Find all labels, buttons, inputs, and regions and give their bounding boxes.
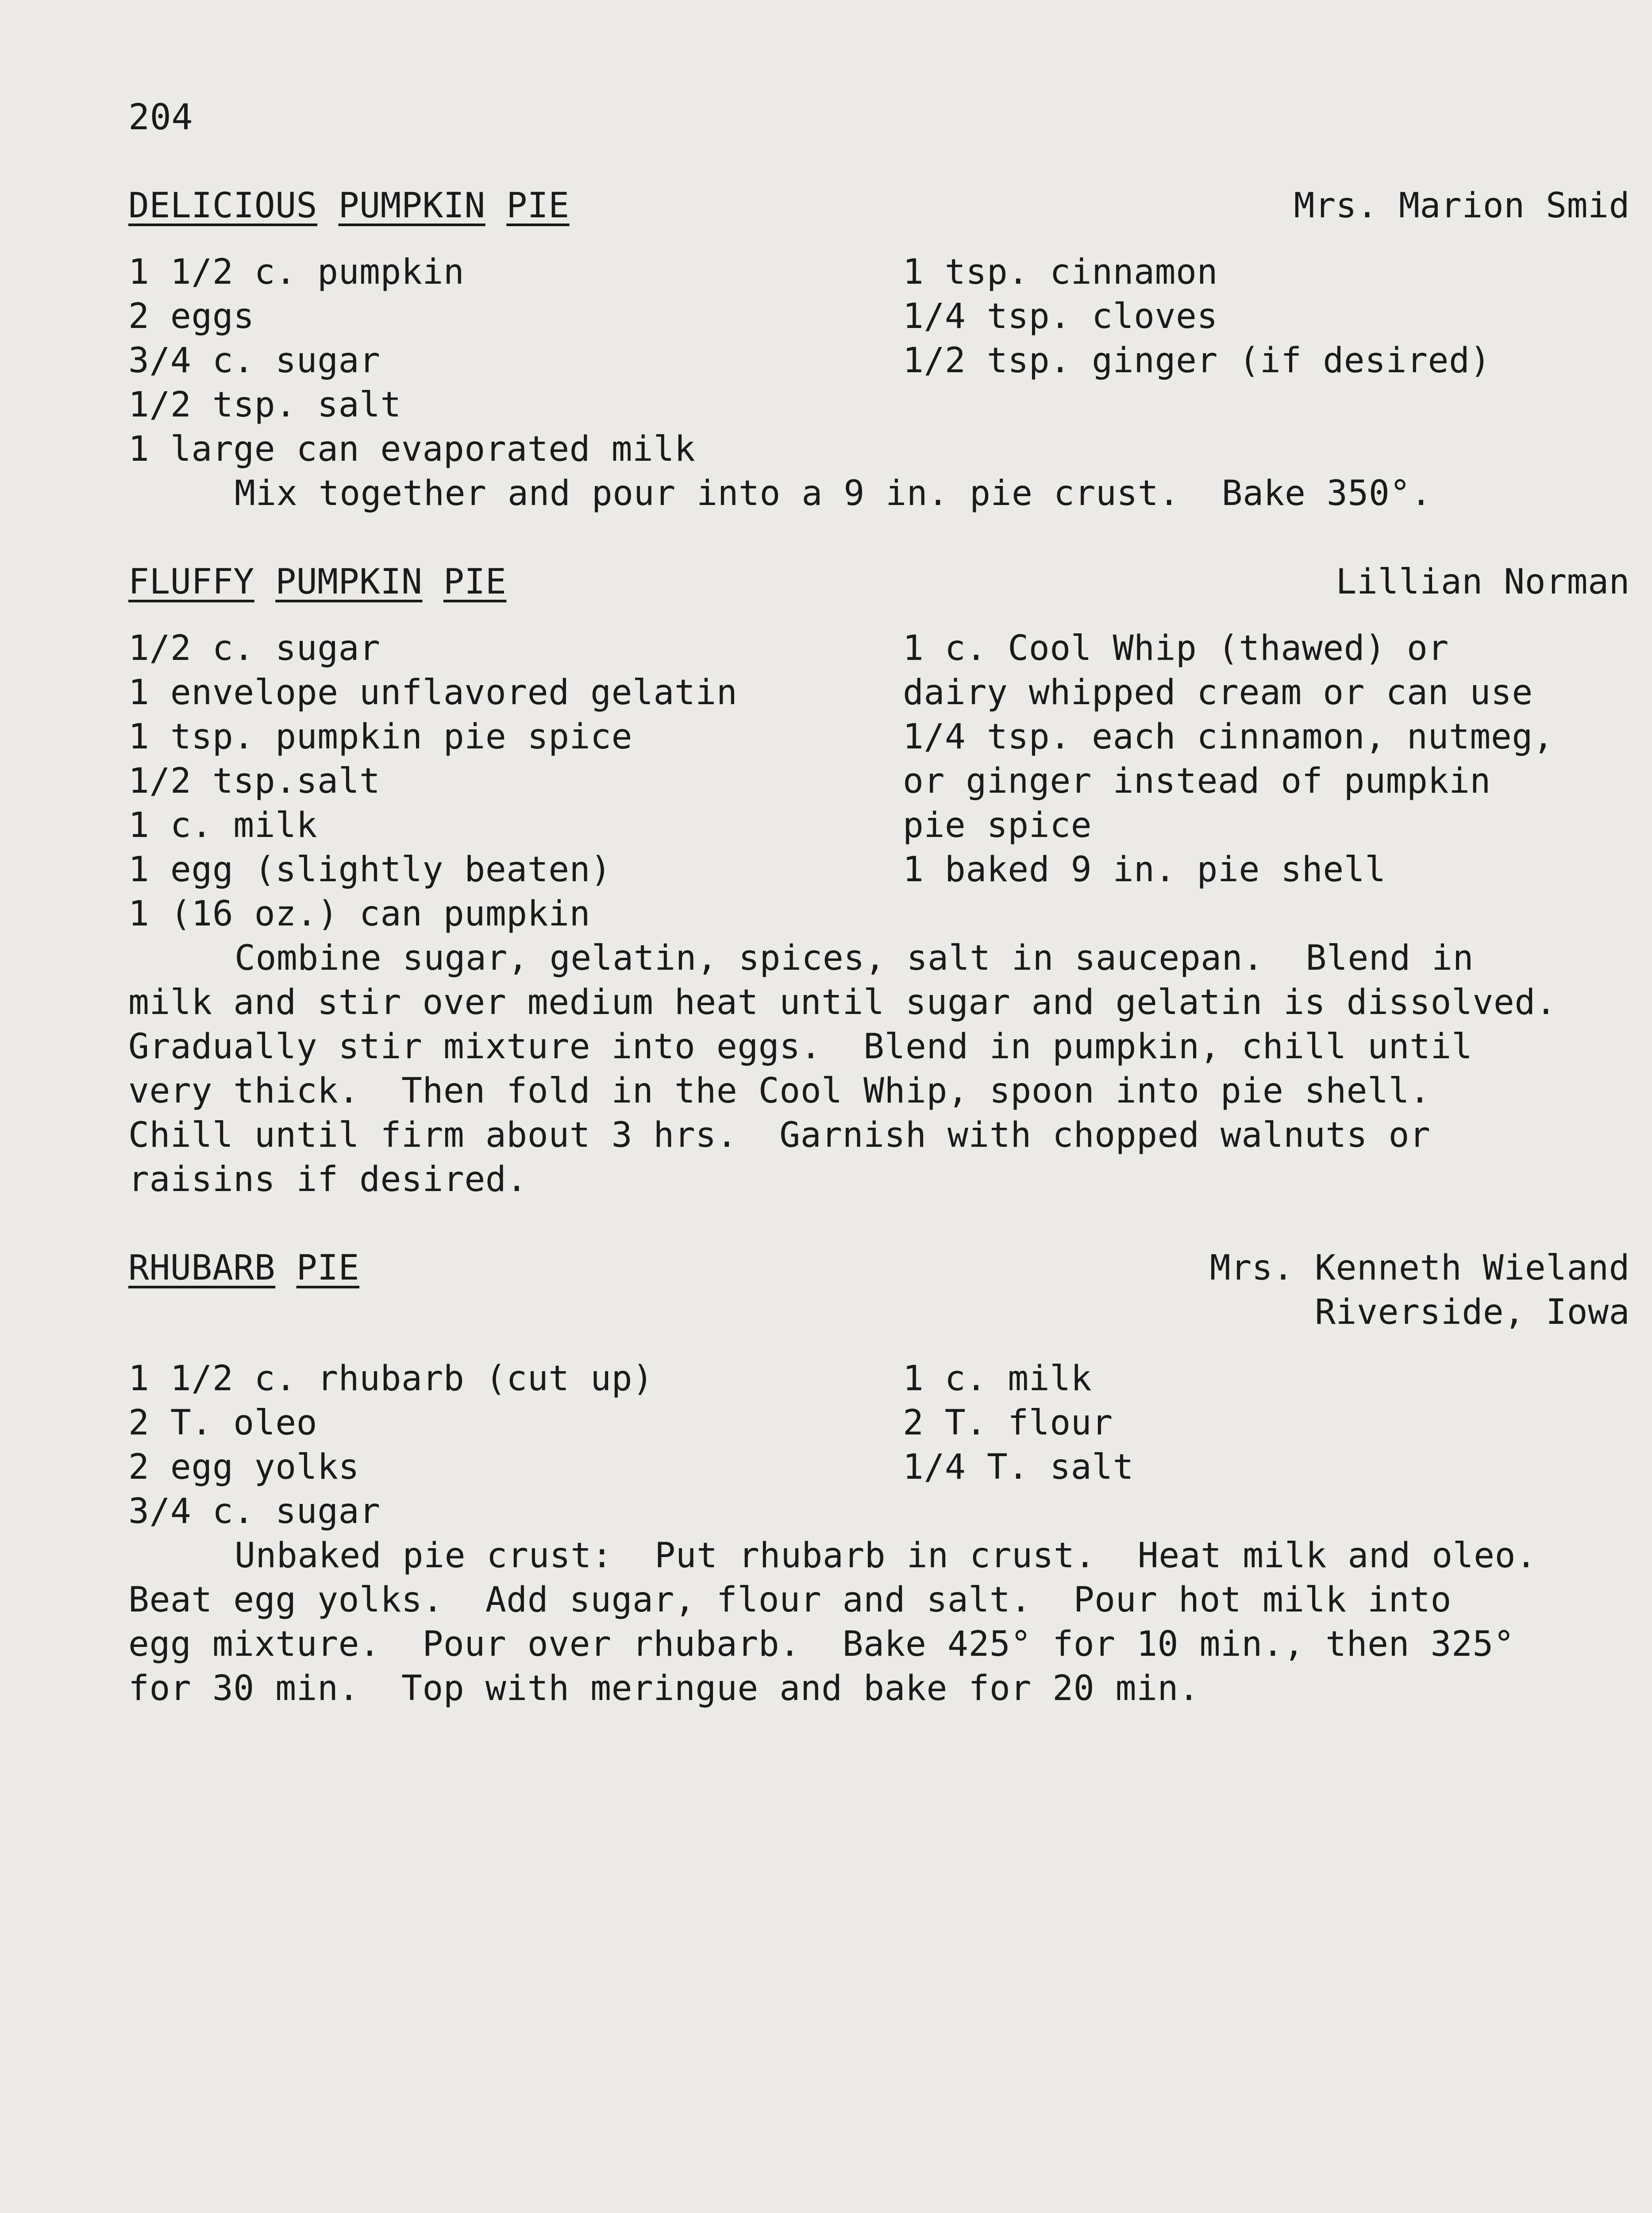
direction-line: for 30 min. Top with meringue and bake for 20 min.: [128, 1669, 1200, 1708]
recipe-title: [128, 184, 570, 228]
ingredient: pie spice: [903, 806, 1092, 845]
direction-line: Beat egg yolks. Add sugar, flour and salt. Pour hot milk into: [128, 1580, 1452, 1620]
title-word: RHUBARB: [128, 1248, 276, 1288]
ingredient: 1 1/2 c. pumpkin: [128, 252, 465, 292]
ingredient: 1/4 T. salt: [903, 1447, 1134, 1487]
ingredient: 1 tsp. pumpkin pie spice: [128, 717, 633, 757]
title-word: PUMPKIN: [338, 186, 485, 226]
ingredient: 2 eggs: [128, 297, 254, 336]
title-word: PUMPKIN: [275, 562, 423, 602]
ingredient: 1/4 tsp. each cinnamon, nutmeg,: [903, 717, 1554, 757]
direction-line: very thick. Then fold in the Cool Whip, spoon into pie shell.: [128, 1071, 1431, 1111]
title-word: PIE: [443, 562, 507, 602]
title-word: FLUFFY: [128, 562, 254, 602]
ingredient: 1/4 tsp. cloves: [903, 297, 1218, 336]
ingredient: 1 baked 9 in. pie shell: [903, 850, 1386, 890]
title-word: DELICIOUS: [128, 186, 318, 226]
recipe-author-location: Riverside, Iowa: [1315, 1292, 1630, 1332]
page-number: 204: [128, 96, 193, 138]
recipe-title: [128, 560, 506, 604]
ingredient: 1 egg (slightly beaten): [128, 850, 612, 890]
direction-line: Gradually stir mixture into eggs. Blend in pumpkin, chill until: [128, 1027, 1473, 1067]
ingredient: dairy whipped cream or can use: [903, 673, 1533, 713]
direction-line: Chill until firm about 3 hrs. Garnish with chopped walnuts or: [128, 1115, 1431, 1155]
recipe-author: Mrs. Kenneth Wieland: [1209, 1248, 1630, 1288]
ingredient: 1/2 c. sugar: [128, 628, 381, 668]
direction-line: raisins if desired.: [128, 1160, 528, 1199]
ingredient: 1 c. Cool Whip (thawed) or: [903, 628, 1449, 668]
ingredient: 1 tsp. cinnamon: [903, 252, 1218, 292]
direction-line: milk and stir over medium heat until sugar and gelatin is dissolved.: [128, 983, 1557, 1022]
ingredient: 1/2 tsp. salt: [128, 385, 401, 425]
ingredient: 1 1/2 c. rhubarb (cut up): [128, 1359, 654, 1399]
ingredient: 1/2 tsp. ginger (if desired): [903, 341, 1491, 381]
ingredient: 3/4 c. sugar: [128, 341, 381, 381]
title-word: PIE: [506, 186, 570, 226]
ingredient: 1 (16 oz.) can pumpkin: [128, 894, 591, 934]
ingredient: 1 large can evaporated milk: [128, 429, 696, 469]
ingredient: or ginger instead of pumpkin: [903, 761, 1491, 801]
ingredient: 3/4 c. sugar: [128, 1492, 381, 1531]
ingredient: 1 c. milk: [903, 1359, 1092, 1399]
recipe-author: Lillian Norman: [1336, 562, 1630, 602]
recipe-author: Mrs. Marion Smid: [1294, 186, 1630, 226]
ingredient: 2 T. flour: [903, 1403, 1113, 1443]
ingredient: 1 c. milk: [128, 806, 318, 845]
ingredient: 1/2 tsp.salt: [128, 761, 381, 801]
direction-line: egg mixture. Pour over rhubarb. Bake 425° for 10 min., then 325°: [128, 1624, 1515, 1664]
ingredient: 2 egg yolks: [128, 1447, 360, 1487]
ingredient: 1 envelope unflavored gelatin: [128, 673, 738, 713]
direction-line: Unbaked pie crust: Put rhubarb in crust. Heat milk and oleo.: [235, 1536, 1537, 1576]
direction-line: Mix together and pour into a 9 in. pie crust. Bake 350°.: [235, 474, 1432, 513]
title-word: PIE: [296, 1248, 360, 1288]
direction-line: Combine sugar, gelatin, spices, salt in saucepan. Blend in: [235, 938, 1474, 978]
recipe-title: [128, 1246, 359, 1290]
ingredient: 2 T. oleo: [128, 1403, 318, 1443]
